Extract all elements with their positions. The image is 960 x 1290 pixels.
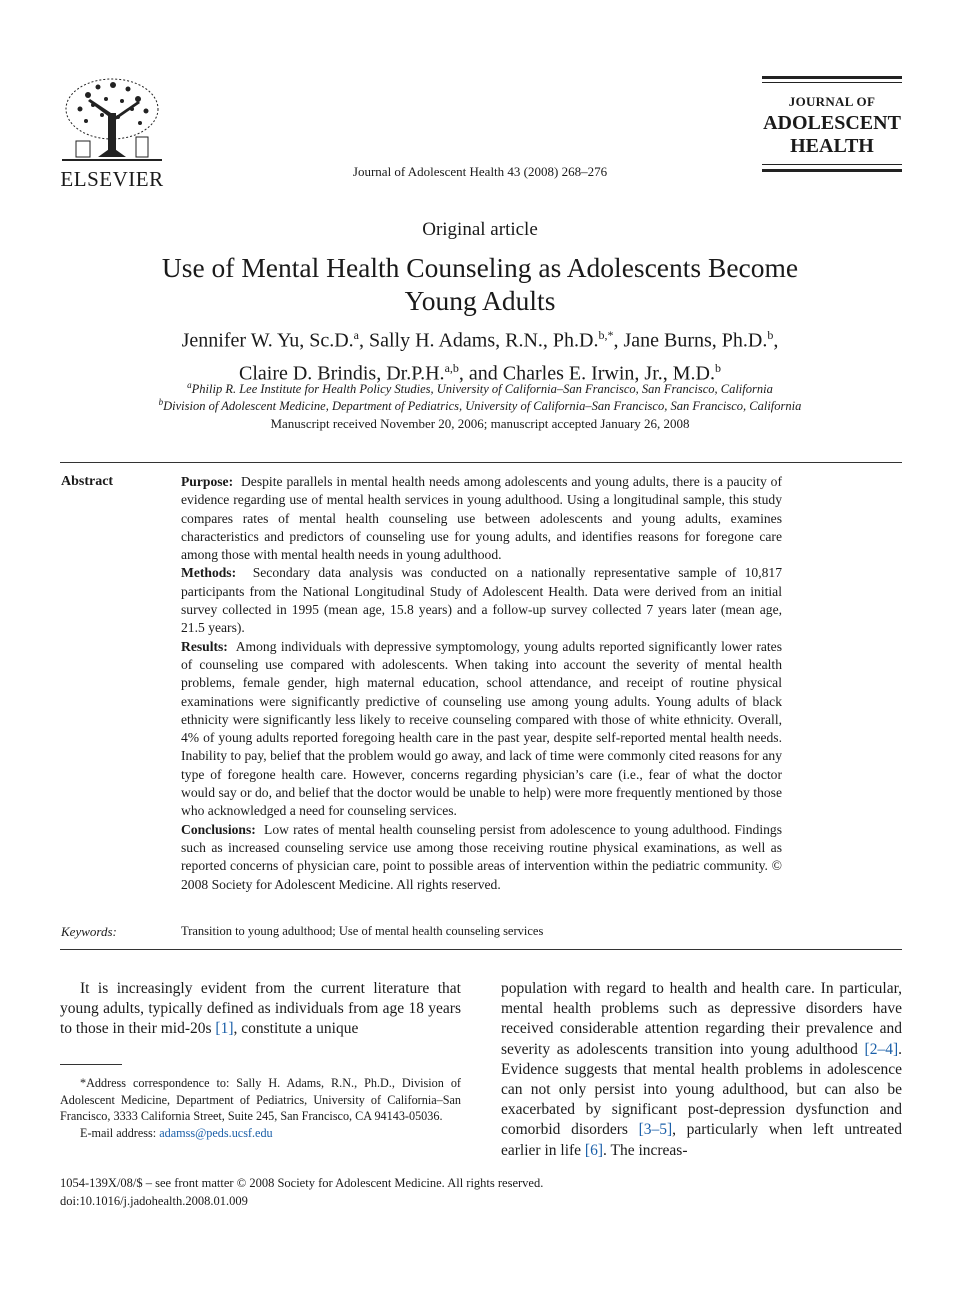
author-affil-mark: b,* — [598, 328, 614, 342]
publisher-name: ELSEVIER — [60, 167, 164, 191]
section-label: Conclusions: — [181, 821, 256, 837]
section-label: Methods: — [181, 565, 237, 581]
abstract-label: Abstract — [61, 474, 114, 489]
citation-link[interactable]: [6] — [584, 1141, 603, 1159]
affiliation-b — [60, 397, 900, 414]
author-name: Jane Burns, Ph.D. — [623, 329, 768, 352]
affiliation-text: Division of Adolescent Medicine, Department of Pediatrics, University of California–San Francisco, San Francisco, California — [163, 399, 802, 414]
author-name: Sally H. Adams, R.N., Ph.D. — [369, 329, 599, 352]
abstract-results — [181, 638, 782, 821]
author-name: Claire D. Brindis, Dr.P.H. — [239, 362, 445, 385]
body-text: It is increasingly evident from the current literature that young adults, typically defined as individuals from age 18 years to those in their mid-20s — [60, 980, 461, 1038]
body-column-left — [60, 979, 461, 1040]
correspondence-footnote — [60, 1075, 461, 1141]
abstract-conclusions — [181, 821, 782, 894]
author-affil-mark: b — [714, 360, 721, 375]
author-name: Charles E. Irwin, Jr., M.D. — [502, 362, 715, 385]
journal-name-line1: JOURNAL OF — [788, 94, 876, 109]
manuscript-dates: Manuscript received November 20, 2006; manuscript accepted January 26, 2008 — [270, 416, 690, 431]
footnote-divider — [60, 1064, 122, 1065]
body-text: , particularly when left untreated earlier in life — [501, 1121, 902, 1159]
affiliation-text: Philip R. Lee Institute for Health Policy Studies, University of California–San Francisco, San Francisco, California — [191, 382, 773, 397]
author-list — [100, 322, 860, 387]
article-type: Original article — [422, 219, 538, 240]
title-line-2: Young Adults — [404, 285, 556, 316]
section-label: Results: — [181, 638, 228, 654]
abstract-methods — [181, 564, 782, 637]
author-separator: , — [613, 329, 624, 352]
section-label: Purpose: — [181, 474, 234, 489]
author-affil-mark: a,b — [444, 360, 459, 375]
section-text: Low rates of mental health counseling persist from adolescence to young adulthood. Findings such as increased counseling service use among those receiving routine physical examinations, as well as reported concerns of physician care, point to possible areas of intervention within the pediatric community. © 2008 Society for Adolescent Medicine. All rights reserved. — [181, 821, 782, 892]
author-affil-mark: b — [767, 328, 774, 342]
abstract-purpose — [181, 473, 782, 564]
body-text: . The increas- — [603, 1141, 688, 1159]
citation-link[interactable]: [1] — [215, 1020, 234, 1038]
citation-link[interactable]: [3–5] — [638, 1121, 673, 1139]
email-label: E-mail address: — [80, 1125, 160, 1140]
keywords-label: Keywords: — [61, 924, 117, 939]
front-matter — [60, 1174, 543, 1210]
divider — [60, 949, 902, 950]
article-title — [100, 251, 860, 317]
author-separator: , — [359, 329, 369, 352]
keywords-text: Transition to young adulthood; Use of mental health counseling services — [181, 924, 544, 938]
correspondence-email-line — [60, 1125, 461, 1142]
body-text: . Evidence suggests that mental health problems in adolescence can not only persist into young adulthood, but can also be exacerbated by significant post-depression dysfunction and comorbid disorders — [501, 1040, 902, 1139]
author-name: Jennifer W. Yu, Sc.D. — [181, 329, 354, 352]
abstract-body — [181, 473, 782, 894]
body-text: , constitute a unique — [233, 1020, 359, 1038]
title-line-1: Use of Mental Health Counseling as Adolescents Become — [161, 252, 799, 283]
elsevier-tree-icon — [58, 75, 166, 167]
journal-logo-box — [762, 76, 902, 174]
body-text: population with regard to health and health care. In particular, mental health problems such as depressive disorders have received considerable attention regarding their prevalence and severity as adolescents transition into young adulthood — [501, 980, 902, 1058]
email-link[interactable]: adamss@peds.ucsf.edu — [159, 1125, 273, 1140]
affiliation-mark: b — [158, 397, 164, 407]
journal-name-line3: HEALTH — [790, 135, 874, 157]
body-column-right — [501, 979, 902, 1161]
author-separator: , and — [458, 362, 503, 385]
journal-name-line2: ADOLESCENT — [763, 112, 901, 134]
citation-link[interactable]: [2–4] — [864, 1040, 899, 1058]
affiliation-mark: a — [187, 380, 192, 390]
journal-citation: Journal of Adolescent Health 43 (2008) 268–276 — [352, 164, 608, 179]
section-text: Among individuals with depressive symptomology, young adults reported significantly lower rates of counseling use compared with adolescents. When taking into account the severity of mental health problems, female gender, high maternal education, school attendance, and receipt of routine physical examinations were significantly predictive of counseling use among young adults. Young adults of black ethnicity were significantly less likely to receive counseling compared with those of white ethnicity. Overall, 4% of young adults reported foregoing health care in the past year, despite self-reported mental health needs. Inability to pay, belief that the problem would go away, and lack of time were commonly cited reasons for any type of foregone health care. However, concerns regarding physician’s care (i.e., fear of what the doctor would say or do, and belief that the doctor would be unable to help) were more frequently mentioned by those who acknowledged a need for counseling services. — [181, 638, 783, 819]
correspondence-address: *Address correspondence to: Sally H. Adams, R.N., Ph.D., Division of Adolescent Medicine, Department of Pediatrics, University of California–San Francisco, 3333 California Street, Suite 245, San Francisco, CA 94143-05036. — [60, 1076, 461, 1123]
author-separator: , — [773, 329, 779, 352]
issn-line: 1054-139X/08/$ – see front matter © 2008 Society for Adolescent Medicine. All rights reserved. — [60, 1176, 544, 1190]
author-affil-mark: a — [353, 328, 359, 342]
doi-line: doi:10.1016/j.jadohealth.2008.01.009 — [60, 1194, 248, 1208]
section-text: Secondary data analysis was conducted on a nationally representative sample of 10,817 participants from the National Longitudinal Study of Adolescent Health. Data were derived from an initial survey collected in 1995 (mean age, 15.8 years) and a follow-up survey collected 7 years later (mean age, 21.5 years). — [181, 565, 782, 636]
elsevier-logo — [58, 75, 166, 190]
section-text: Despite parallels in mental health needs among adolescents and young adults, there is a paucity of evidence regarding use of mental health services in young adulthood. Using a longitudinal sample, this study compares rates of mental health counseling use between adolescents and young adults, examines characteristics and predictors of counseling use for young adults, and identifies reasons for foregone care among those with mental health needs in young adulthood. — [181, 474, 782, 563]
divider — [60, 462, 902, 463]
affiliation-a — [60, 380, 900, 397]
